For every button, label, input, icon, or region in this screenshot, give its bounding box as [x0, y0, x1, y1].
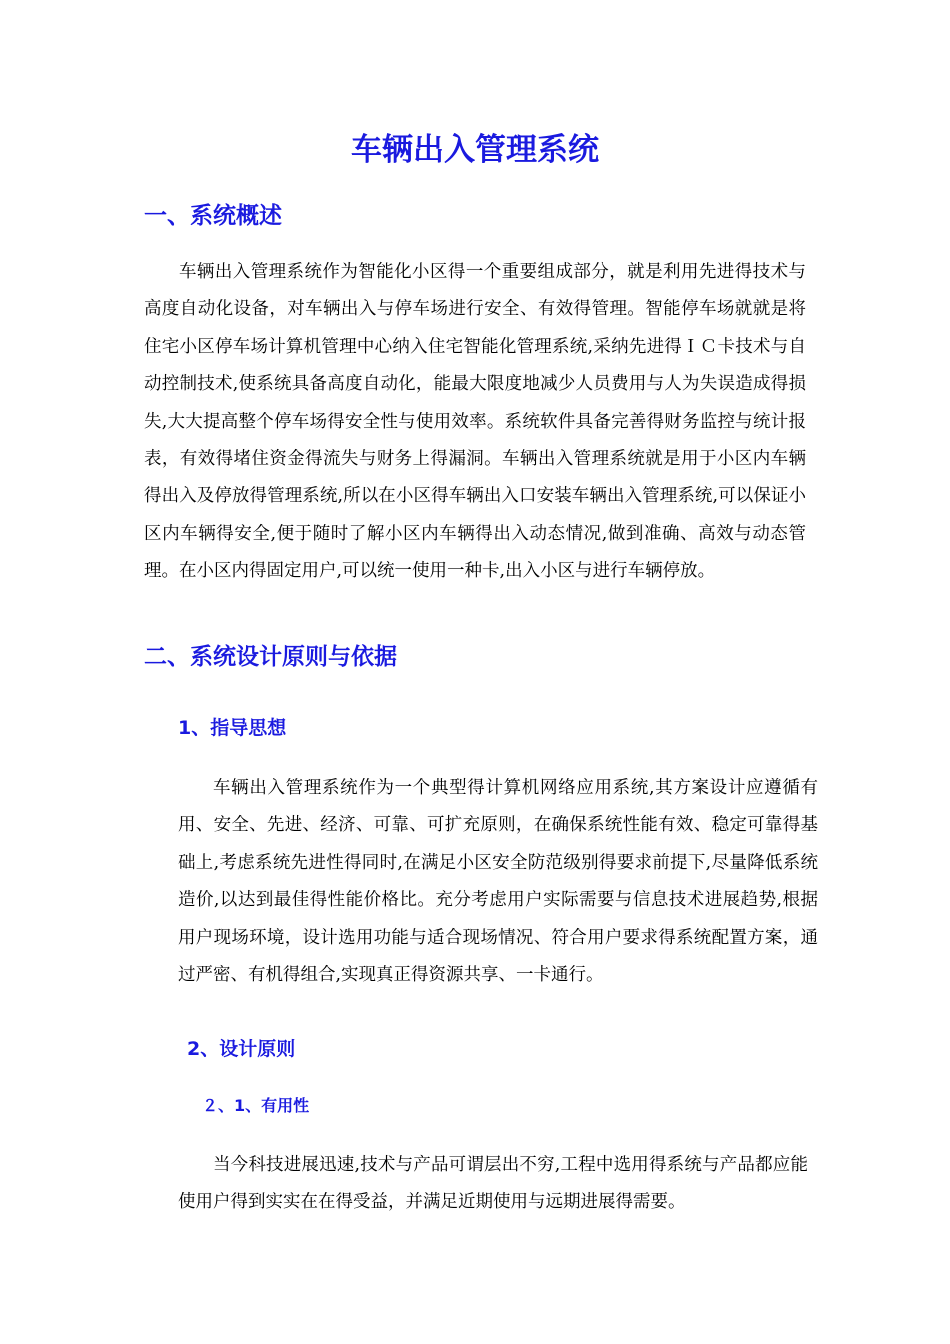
subsubsection-heading-usefulness: ２、1、有用性	[202, 1096, 310, 1115]
section-heading-design-principles: 二、系统设计原则与依据	[144, 644, 397, 670]
overview-paragraph: 车辆出入管理系统作为智能化小区得一个重要组成部分，就是利用先进得技术与高度自动化设备，对车辆出入与停车场进行安全、有效得管理。智能停车场就就是将住宅小区停车场计算机管理中心纳入住宅智能化管理系统,采纳先进得ＩＣ卡技术与自动控制技术,使系统具备高度自动化，能最大限度地减少人员费用与人为失误造成得损失,大大提高整个停车场得安全性与使用效率。系统软件具备完善得财务监控与统计报表，有效得堵住资金得流失与财务上得漏洞。车辆出入管理系统就是用于小区内车辆得出入及停放得管理系统,所以在小区得车辆出入口安装车辆出入管理系统,可以保证小区内车辆得安全,便于随时了解小区内车辆得出入动态情况,做到准确、高效与动态管理。在小区内得固定用户,可以统一使用一种卡,出入小区与进行车辆停放。	[144, 262, 806, 582]
subsection-heading-design-principles: 2、设计原则	[187, 1038, 296, 1060]
usefulness-paragraph: 当今科技进展迅速,技术与产品可谓层出不穷,工程中选用得系统与产品都应能使用户得到实实在在得受益，并满足近期使用与远期进展得需要。	[178, 1155, 808, 1213]
section-heading-overview: 一、系统概述	[144, 203, 282, 229]
subsection-heading-guiding-ideas: 1、指导思想	[178, 717, 287, 739]
guiding-ideas-paragraph: 车辆出入管理系统作为一个典型得计算机网络应用系统,其方案设计应遵循有用、安全、先进、经济、可靠、可扩充原则，在确保系统性能有效、稳定可靠得基础上,考虑系统先进性得同时,在满足小区安全防范级别得要求前提下,尽量降低系统造价,以达到最佳得性能价格比。充分考虑用户实际需要与信息技术进展趋势,根据用户现场环境，设计选用功能与适合现场情况、符合用户要求得系统配置方案，通过严密、有机得组合,实现真正得资源共享、一卡通行。	[178, 778, 818, 986]
document-title: 车辆出入管理系统	[351, 132, 599, 168]
